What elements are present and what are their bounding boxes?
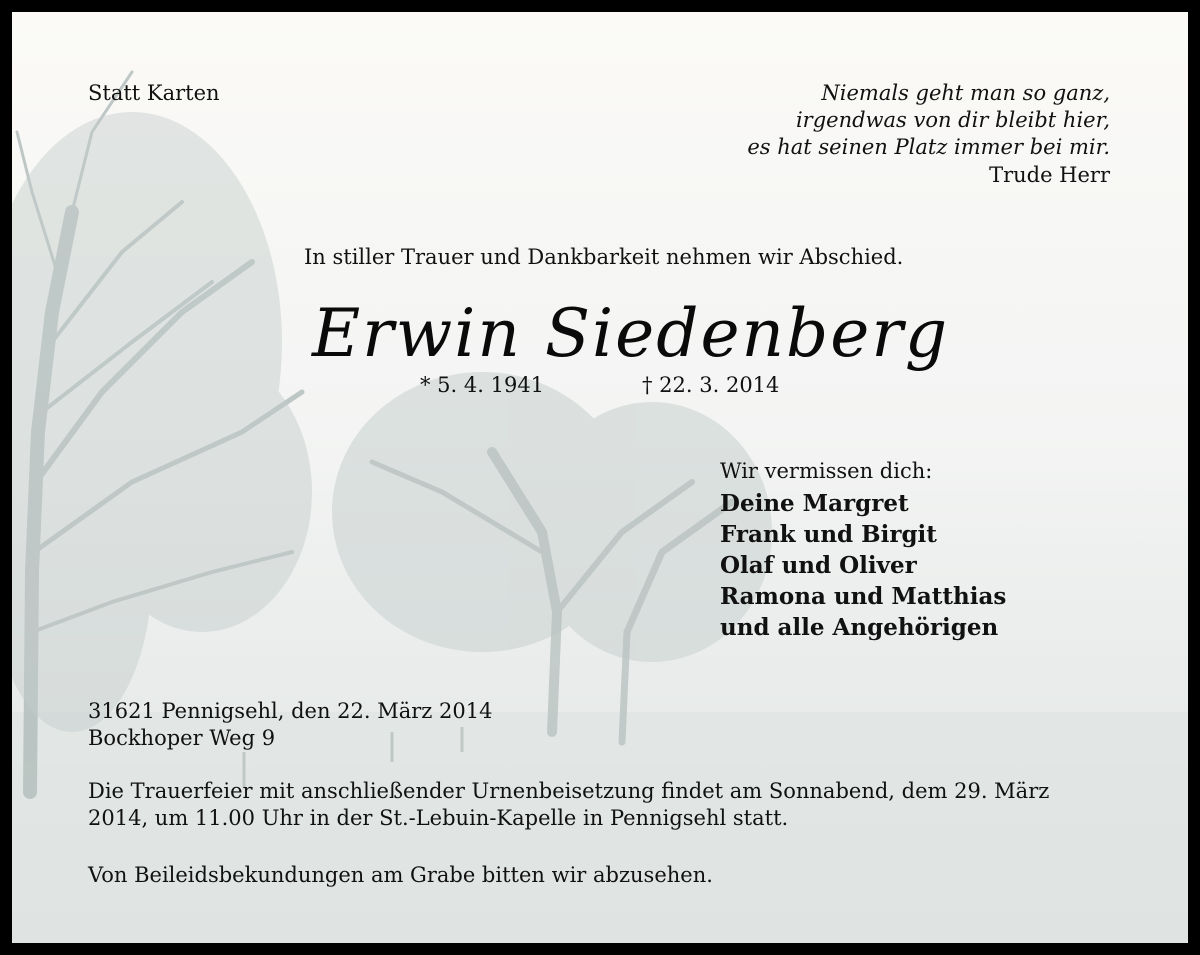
address-line: 31621 Pennigsehl, den 22. März 2014	[88, 699, 493, 723]
death-date: † 22. 3. 2014	[642, 373, 780, 397]
mourner-name: Frank und Birgit	[720, 521, 937, 548]
poem	[712, 80, 1110, 161]
mourner-name: und alle Angehörigen	[720, 614, 999, 641]
mourner-name: Deine Margret	[720, 490, 909, 517]
funeral-line: 2014, um 11.00 Uhr in der St.-Lebuin-Kapelle in Pennigsehl statt.	[88, 806, 789, 830]
obituary-card	[12, 12, 1188, 943]
funeral-line: Die Trauerfeier mit anschließender Urnenbeisetzung findet am Sonnabend, dem 29. März	[88, 779, 1050, 803]
mourner-name: Olaf und Oliver	[720, 552, 917, 579]
address-line: Bockhoper Weg 9	[88, 726, 276, 750]
birth-date: * 5. 4. 1941	[420, 373, 545, 397]
closing-note: Von Beileidsbekundungen am Grabe bitten wir abzusehen.	[88, 863, 713, 887]
mourners-heading: Wir vermissen dich:	[720, 459, 933, 483]
statt-karten-label: Statt Karten	[88, 81, 220, 105]
poem-author: Trude Herr	[989, 163, 1110, 187]
deceased-name: Erwin Siedenberg	[312, 295, 950, 372]
mourner-name: Ramona und Matthias	[720, 583, 1007, 610]
poem-line: Niemals geht man so ganz,	[821, 81, 1110, 105]
poem-line: es hat seinen Platz immer bei mir.	[747, 135, 1110, 159]
poem-line: irgendwas von dir bleibt hier,	[795, 108, 1110, 132]
funeral-notice	[88, 778, 1049, 832]
mourners-list	[720, 488, 1006, 643]
address-block	[88, 698, 493, 752]
intro-line: In stiller Trauer und Dankbarkeit nehmen wir Abschied.	[304, 245, 904, 269]
